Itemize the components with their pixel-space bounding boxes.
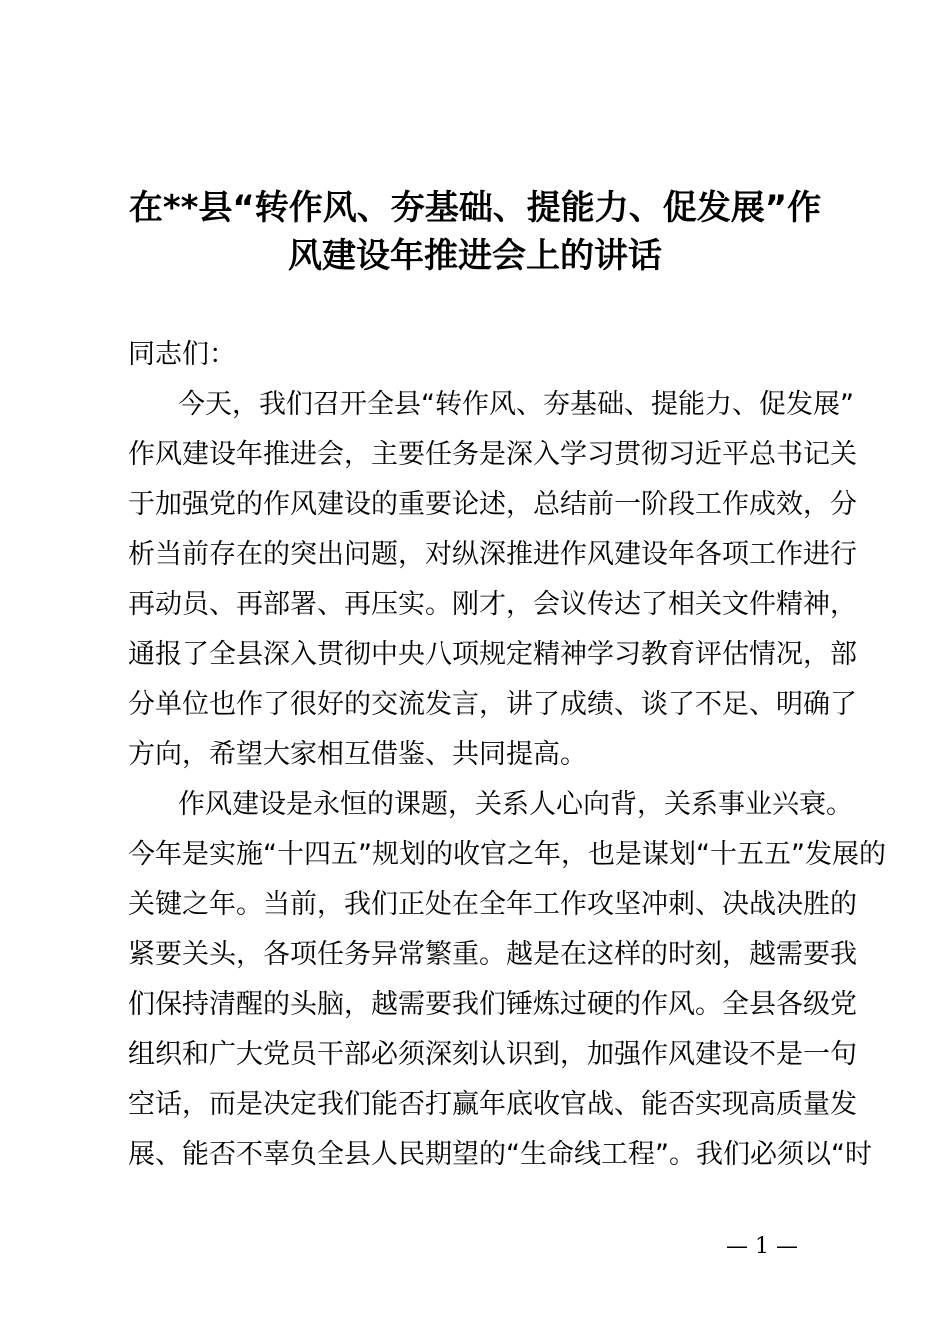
- text-line: 展、能否不辜负全县人民期望的“生命线工程”。我们必须以“时: [128, 1139, 872, 1170]
- text-line: 分单位也作了很好的交流发言，讲了成绩、谈了不足、明确了: [128, 689, 857, 720]
- page-number: — 1 —: [726, 1234, 798, 1259]
- text-line: 今天，我们召开全县“转作风、夯基础、提能力、促发展”: [178, 389, 854, 420]
- text-line: 组织和广大党员干部必须深刻认识到，加强作风建设不是一句: [128, 1039, 857, 1070]
- title-line-1: 在**县“转作风、夯基础、提能力、促发展”作: [128, 188, 822, 228]
- text-line: 今年是实施“十四五”规划的收官之年，也是谋划“十五五”发展的: [128, 839, 886, 870]
- text-line: 作风建设年推进会，主要任务是深入学习贯彻习近平总书记关: [128, 439, 857, 470]
- text-line: 紧要关头，各项任务异常繁重。越是在这样的时刻，越需要我: [128, 939, 857, 970]
- text-line: 们保持清醒的头脑，越需要我们锤炼过硬的作风。全县各级党: [128, 989, 857, 1020]
- text-line: 方向，希望大家相互借鉴、共同提高。: [128, 739, 587, 770]
- text-line: 再动员、再部署、再压实。刚才，会议传达了相关文件精神，: [128, 589, 857, 620]
- text-line: 通报了全县深入贯彻中央八项规定精神学习教育评估情况，部: [128, 639, 857, 670]
- text-line: 关键之年。当前，我们正处在全年工作攻坚冲刺、决战决胜的: [128, 889, 857, 920]
- salutation: 同志们：: [128, 339, 236, 370]
- text-line: 作风建设是永恒的课题，关系人心向背，关系事业兴衰。: [178, 789, 853, 820]
- text-line: 空话，而是决定我们能否打赢年底收官战、能否实现高质量发: [128, 1089, 857, 1120]
- title-line-2: 风建设年推进会上的讲话: [288, 236, 662, 276]
- text-line: 析当前存在的突出问题，对纵深推进作风建设年各项工作进行: [128, 539, 857, 570]
- text-line: 于加强党的作风建设的重要论述，总结前一阶段工作成效，分: [128, 489, 857, 520]
